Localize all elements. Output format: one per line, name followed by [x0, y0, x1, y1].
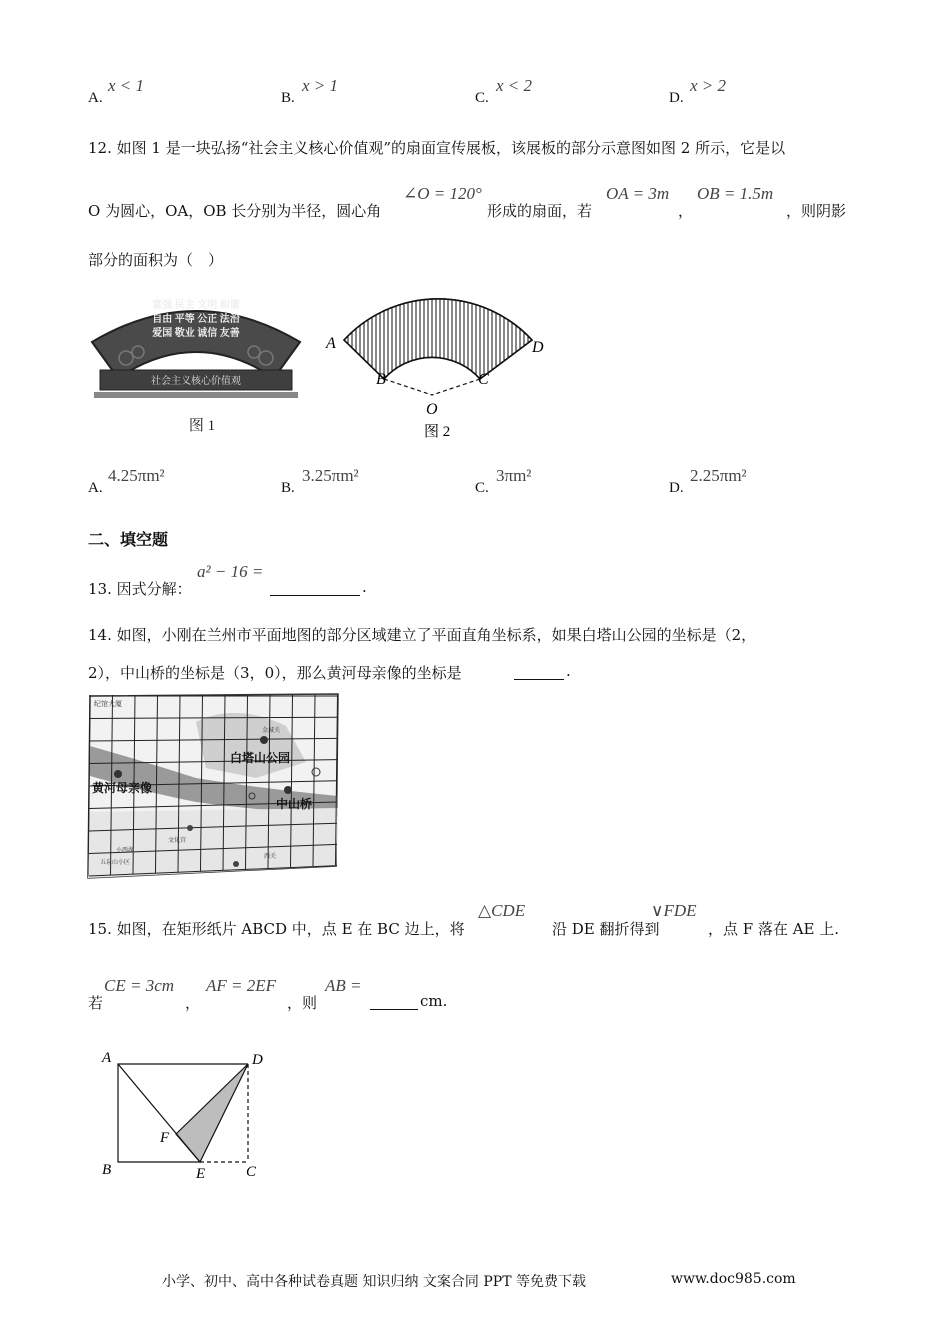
label-f: F: [160, 1130, 170, 1146]
footer-link[interactable]: www.doc985.com: [671, 1271, 796, 1287]
q14-answer-blank: [514, 678, 564, 680]
label-c: C: [246, 1164, 257, 1180]
q14-line2-a: 2），中山桥的坐标是（3，0），那么黄河母亲像的坐标是: [88, 664, 462, 682]
radius-oc-dashed: [432, 379, 480, 395]
q15-triangle-fde: ∨FDE: [651, 901, 697, 920]
map-marker-dot-icon: [187, 825, 193, 831]
map-small-label-2: 小西湖: [116, 848, 135, 854]
q14-line1: 14. 如图，小刚在兰州市平面地图的部分区域建立了平面直角坐标系，如果白塔山公园的坐标是（2，: [88, 626, 757, 644]
banner-base-text: 社会主义核心价值观: [151, 376, 241, 387]
footer-text: 小学、初中、高中各种试卷真题 知识归纳 文案合同 PPT 等免费下载: [162, 1274, 586, 1290]
shaded-triangle-fde: [176, 1064, 248, 1162]
map-label-mother: 黄河母亲像: [92, 781, 153, 795]
q14-map-figure: [86, 692, 342, 882]
banner-row-2: 自由 平等 公正 法治: [152, 314, 240, 325]
q12-option-c-expr: 3πm²: [496, 466, 532, 485]
q15-line2-c: cm.: [420, 992, 448, 1010]
q12-option-c-letter: C.: [475, 480, 489, 496]
map-small-label-1: 文化宫: [168, 838, 187, 844]
map-small-label-5: 五泉山小区: [100, 860, 131, 866]
banner-stand: [94, 392, 298, 398]
q15-af: AF = 2EF: [206, 976, 277, 995]
q15-line2-a: 若: [88, 994, 104, 1012]
banner-row-3: 爱国 敬业 诚信 友善: [152, 328, 240, 339]
label-a: A: [326, 335, 336, 352]
q12-line2-b: 形成的扇面，若: [487, 202, 593, 220]
q15-triangle-cde: △CDE: [478, 901, 526, 920]
q12-angle: ∠O = 120°: [403, 184, 482, 203]
q12-line2-a: O 为圆心，OA，OB 长分别为半径，圆心角: [88, 202, 382, 220]
label-c: C: [478, 371, 489, 388]
q12-figure-1: [86, 286, 306, 446]
q12-option-a-letter: A.: [88, 480, 103, 496]
rectangle-abcd: [118, 1064, 248, 1162]
banner-row-1: 富强 民主 文明 和谐: [152, 300, 240, 311]
q12-ob: OB = 1.5m: [697, 184, 774, 203]
q15-line1-b: 沿 DE 翻折得到: [552, 920, 660, 938]
q11-option-c-letter: C.: [475, 90, 489, 106]
figure-2-caption: 图 2: [424, 424, 451, 440]
segment-ae: [118, 1064, 200, 1162]
map-marker-dot-icon: [233, 861, 239, 867]
q12-option-b-expr: 3.25πm²: [302, 466, 359, 485]
q11-option-b-letter: B.: [281, 90, 295, 106]
q12-oa: OA = 3m: [606, 184, 670, 203]
q14-line2-b: .: [566, 662, 571, 680]
radius-ob-dashed: [384, 379, 432, 395]
label-d: D: [252, 1052, 263, 1068]
baita-park-marker-icon: [260, 736, 268, 744]
q12-figure-2: [320, 286, 560, 446]
q12-option-b-letter: B.: [281, 480, 295, 496]
q13-prefix: 13. 因式分解：: [88, 580, 192, 598]
label-o: O: [426, 401, 438, 418]
q11-option-a-expr: x < 1: [108, 76, 145, 95]
q12-option-d-letter: D.: [669, 480, 684, 496]
q11-option-c-expr: x < 2: [496, 76, 533, 95]
q12-option-a-expr: 4.25πm²: [108, 466, 165, 485]
q15-line1-c: ，点 F 落在 AE 上.: [708, 920, 840, 938]
map-small-label-4: 金城关: [262, 728, 281, 734]
q13-answer-blank: [270, 594, 360, 596]
label-b: B: [102, 1162, 112, 1178]
q12-line1: 12. 如图 1 是一块弘扬“社会主义核心价值观”的扇面宣传展板，该展板的部分示意图如图 2 所示，它是以: [88, 139, 786, 157]
map-small-label-3: 西关: [264, 854, 277, 860]
map-corner-label: 纪馆大厦: [94, 700, 122, 708]
label-d: D: [532, 339, 544, 356]
q15-figure: [96, 1046, 276, 1182]
q11-option-d-expr: x > 2: [690, 76, 727, 95]
q13-expr: a² − 16 =: [197, 562, 264, 581]
section-title: 二、填空题: [88, 530, 169, 549]
q11-option-a-letter: A.: [88, 90, 103, 106]
label-b: B: [376, 371, 386, 388]
q15-line1-a: 15. 如图，在矩形纸片 ABCD 中，点 E 在 BC 边上，将: [88, 920, 465, 938]
q15-line2-b: ，则: [287, 994, 318, 1012]
map-label-baita: 白塔山公园: [230, 751, 291, 765]
q11-option-b-expr: x > 1: [302, 76, 339, 95]
label-a: A: [102, 1050, 112, 1066]
q15-ce: CE = 3cm: [104, 976, 175, 995]
q13-suffix: .: [362, 578, 367, 596]
q11-option-d-letter: D.: [669, 90, 684, 106]
q15-answer-blank: [370, 1008, 418, 1010]
q12-comma: ，: [678, 202, 694, 220]
label-e: E: [196, 1166, 206, 1182]
yellow-river-mother-marker-icon: [114, 770, 122, 778]
q12-line2-c: ，则阴影: [786, 202, 847, 220]
q15-ab: AB =: [325, 976, 362, 995]
q12-option-d-expr: 2.25πm²: [690, 466, 747, 485]
figure-1-caption: 图 1: [188, 418, 216, 434]
q12-line3: 部分的面积为（ ）: [88, 251, 224, 269]
zhongshan-bridge-marker-icon: [284, 786, 292, 794]
q15-comma: ，: [185, 994, 201, 1012]
map-label-bridge: 中山桥: [276, 797, 313, 811]
